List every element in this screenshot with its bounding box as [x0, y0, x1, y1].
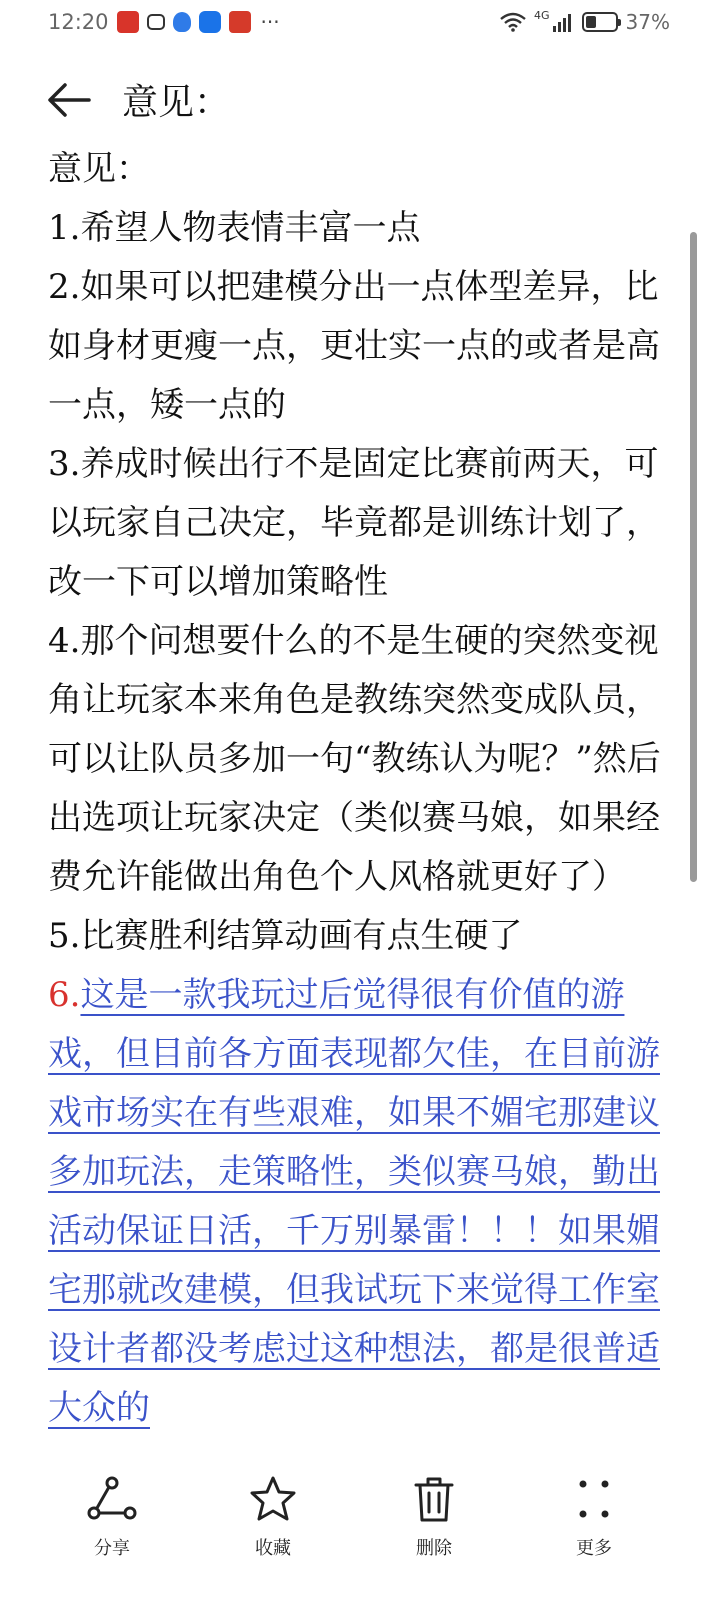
more-label: 更多 [576, 1538, 612, 1559]
more-dots-icon [568, 1474, 620, 1526]
game-notification-icon [229, 11, 251, 33]
trash-icon [408, 1474, 460, 1526]
highlight-number: 6. [48, 975, 81, 1015]
status-time: 12:20 [48, 10, 109, 34]
paragraph: 5.比赛胜利结算动画有点生硬了 [48, 916, 523, 956]
status-bar [0, 0, 720, 44]
more-button[interactable] [534, 1474, 654, 1584]
share-icon [86, 1474, 138, 1526]
highlight-link-text[interactable]: 这是一款我玩过后觉得很有价值的游戏，但目前各方面表现都欠佳，在目前游戏市场实在有些艰难，如果不媚宅那建议多加玩法，走策略性，类似赛马娘，勤出活动保证日活，千万别暴雷！！！如果媚宅那就改建模，但我试玩下来觉得工作室设计者都没考虑过这种想法，都是很普适大众的 [48, 975, 660, 1428]
battery-fill [586, 16, 596, 28]
paragraph: 意见： [48, 149, 150, 189]
battery-percent: 37% [625, 10, 670, 34]
network-type: 4G [534, 8, 550, 22]
back-button[interactable] [44, 78, 94, 122]
header [0, 64, 720, 136]
tv-notification-icon [147, 14, 165, 30]
shield-notification-icon [173, 12, 191, 32]
highlighted-paragraph [48, 966, 678, 1438]
share-label: 分享 [94, 1538, 130, 1559]
signal-icon [552, 12, 574, 32]
paragraph: 3.养成时候出行不是固定比赛前两天，可以玩家自己决定，毕竟都是训练计划了，改一下可以增加策略性 [48, 444, 660, 602]
app-notification-icon [117, 11, 139, 33]
delete-button[interactable] [374, 1474, 494, 1584]
favorite-button[interactable] [213, 1474, 333, 1584]
scrollbar[interactable] [690, 232, 697, 882]
star-icon [247, 1474, 299, 1526]
favorite-label: 收藏 [255, 1538, 291, 1559]
page-title: 意见： [122, 82, 231, 123]
back-arrow-icon [47, 82, 91, 118]
paragraph: 1.希望人物表情丰富一点 [48, 208, 421, 248]
paragraph: 2.如果可以把建模分出一点体型差异，比如身材更瘦一点，更壮实一点的或者是高一点，矮一点的 [48, 267, 660, 425]
bottom-toolbar [0, 1456, 720, 1600]
delete-label: 删除 [416, 1538, 452, 1559]
battery-icon [582, 12, 618, 32]
paragraph: 4.那个问想要什么的不是生硬的突然变视角让玩家本来角色是教练突然变成队员，可以让队员多加一句“教练认为呢？”然后出选项让玩家决定（类似赛马娘，如果经费允许能做出角色个人风格就更好了） [48, 621, 661, 897]
bulb-notification-icon [199, 11, 221, 33]
note-content[interactable] [48, 140, 678, 1452]
more-notifications-icon: ··· [260, 10, 280, 34]
share-button[interactable] [52, 1474, 172, 1584]
wifi-icon [500, 12, 526, 32]
